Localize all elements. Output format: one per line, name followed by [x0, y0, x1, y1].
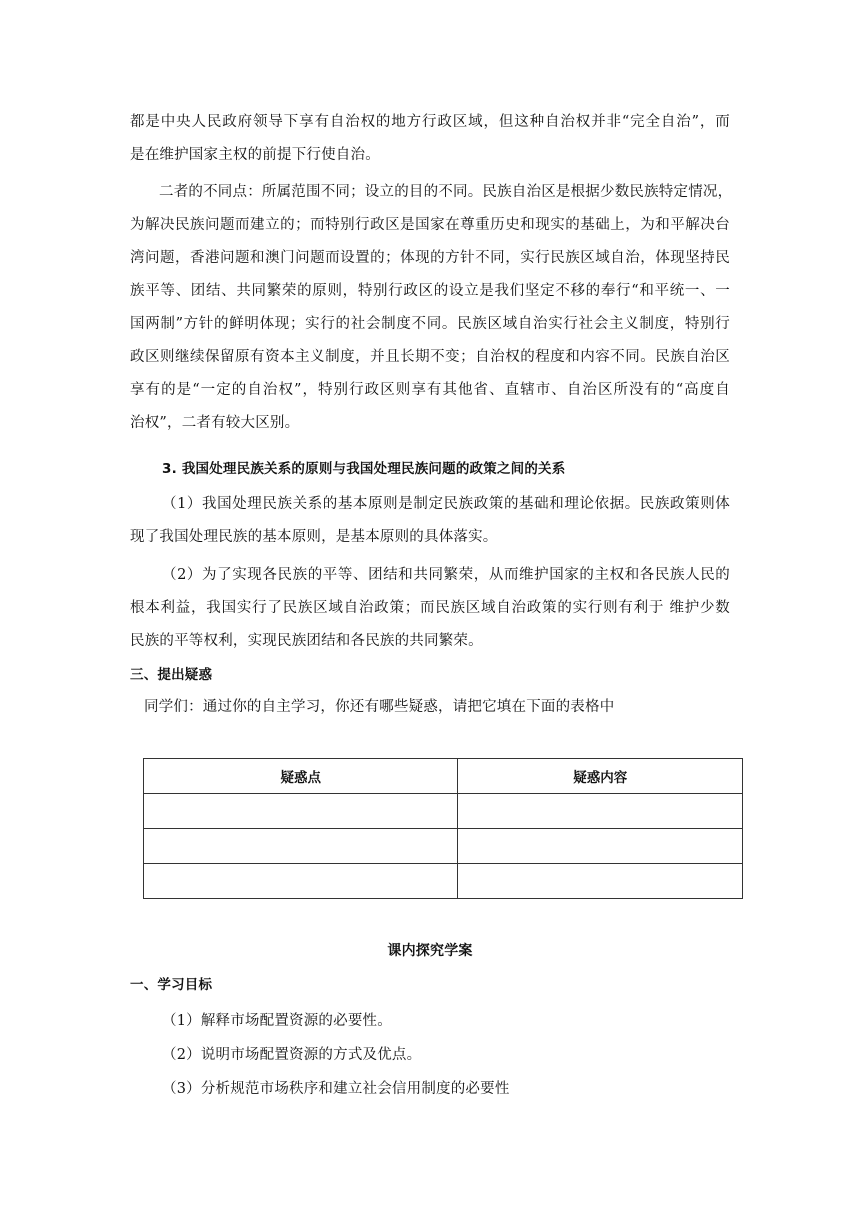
paragraph-line: 都是中央人民政府领导下享有自治权的地方行政区域，但这种自治权并非“完全自治”，而 [130, 114, 730, 130]
paragraph-line: 二者的不同点：所属范围不同；设立的目的不同。民族自治区是根据少数民族特定情况， [159, 184, 733, 200]
paragraph-line: 治权”，二者有较大区别。 [130, 415, 300, 431]
paragraph-line: （1）我国处理民族关系的基本原则是制定民族政策的基础和理论依据。民族政策则体 [162, 496, 730, 512]
paragraph-line: 民族的平等权利，实现民族团结和各民族的共同繁荣。 [130, 633, 483, 649]
table-header-row [144, 759, 743, 794]
paragraph-line: 湾问题，香港问题和澳门问题而设置的；体现的方针不同，实行民族区域自治，体现坚持民 [130, 250, 730, 266]
table-row [144, 864, 743, 899]
table-header-cell: 疑惑内容 [458, 759, 743, 794]
table-row [144, 794, 743, 829]
paragraph-line: 政区则继续保留原有资本主义制度，并且长期不变；自治权的程度和内容不同。民族自治区 [130, 349, 730, 365]
section-title: 课内探究学案 [387, 943, 473, 959]
table-cell[interactable] [144, 864, 458, 899]
paragraph-line: 为解决民族问题而建立的；而特别行政区是国家在尊重历史和现实的基础上，为和平解决台 [130, 217, 730, 233]
paragraph-line: 根本利益，我国实行了民族区域自治政策；而民族区域自治政策的实行则有利于 维护少数 [130, 600, 730, 616]
table-cell[interactable] [144, 794, 458, 829]
paragraph-line: 是在维护国家主权的前提下行使自治。 [130, 147, 380, 163]
paragraph-line: 现了我国处理民族的基本原则，是基本原则的具体落实。 [130, 529, 498, 545]
goal-item: （1）解释市场配置资源的必要性。 [162, 1013, 392, 1029]
table-cell[interactable] [144, 829, 458, 864]
table-header-cell: 疑惑点 [144, 759, 458, 794]
instruction-text: 同学们：通过你的自主学习，你还有哪些疑惑，请把它填在下面的表格中 [144, 699, 615, 715]
section-heading: 三、提出疑惑 [130, 667, 213, 683]
paragraph-line: 享有的是“一定的自治权”，特别行政区则享有其他省、直辖市、自治区所没有的“高度自 [130, 382, 730, 398]
table-row [144, 829, 743, 864]
doubts-table [143, 758, 743, 899]
goal-item: （3）分析规范市场秩序和建立社会信用制度的必要性 [162, 1081, 510, 1097]
paragraph-line: （2）为了实现各民族的平等、团结和共同繁荣，从而维护国家的主权和各民族人民的 [162, 567, 730, 583]
table-cell[interactable] [458, 864, 743, 899]
paragraph-line: 族平等、团结、共同繁荣的原则，特别行政区的设立是我们坚定不移的奉行“和平统一、一 [130, 283, 730, 299]
paragraph-line: 国两制”方针的鲜明体现；实行的社会制度不同。民族区域自治实行社会主义制度，特别行 [130, 316, 730, 332]
table-cell[interactable] [458, 794, 743, 829]
section-heading: 一、学习目标 [130, 977, 213, 993]
table-cell[interactable] [458, 829, 743, 864]
goal-item: （2）说明市场配置资源的方式及优点。 [162, 1047, 422, 1063]
section-heading: 3. 我国处理民族关系的原则与我国处理民族问题的政策之间的关系 [162, 461, 566, 477]
